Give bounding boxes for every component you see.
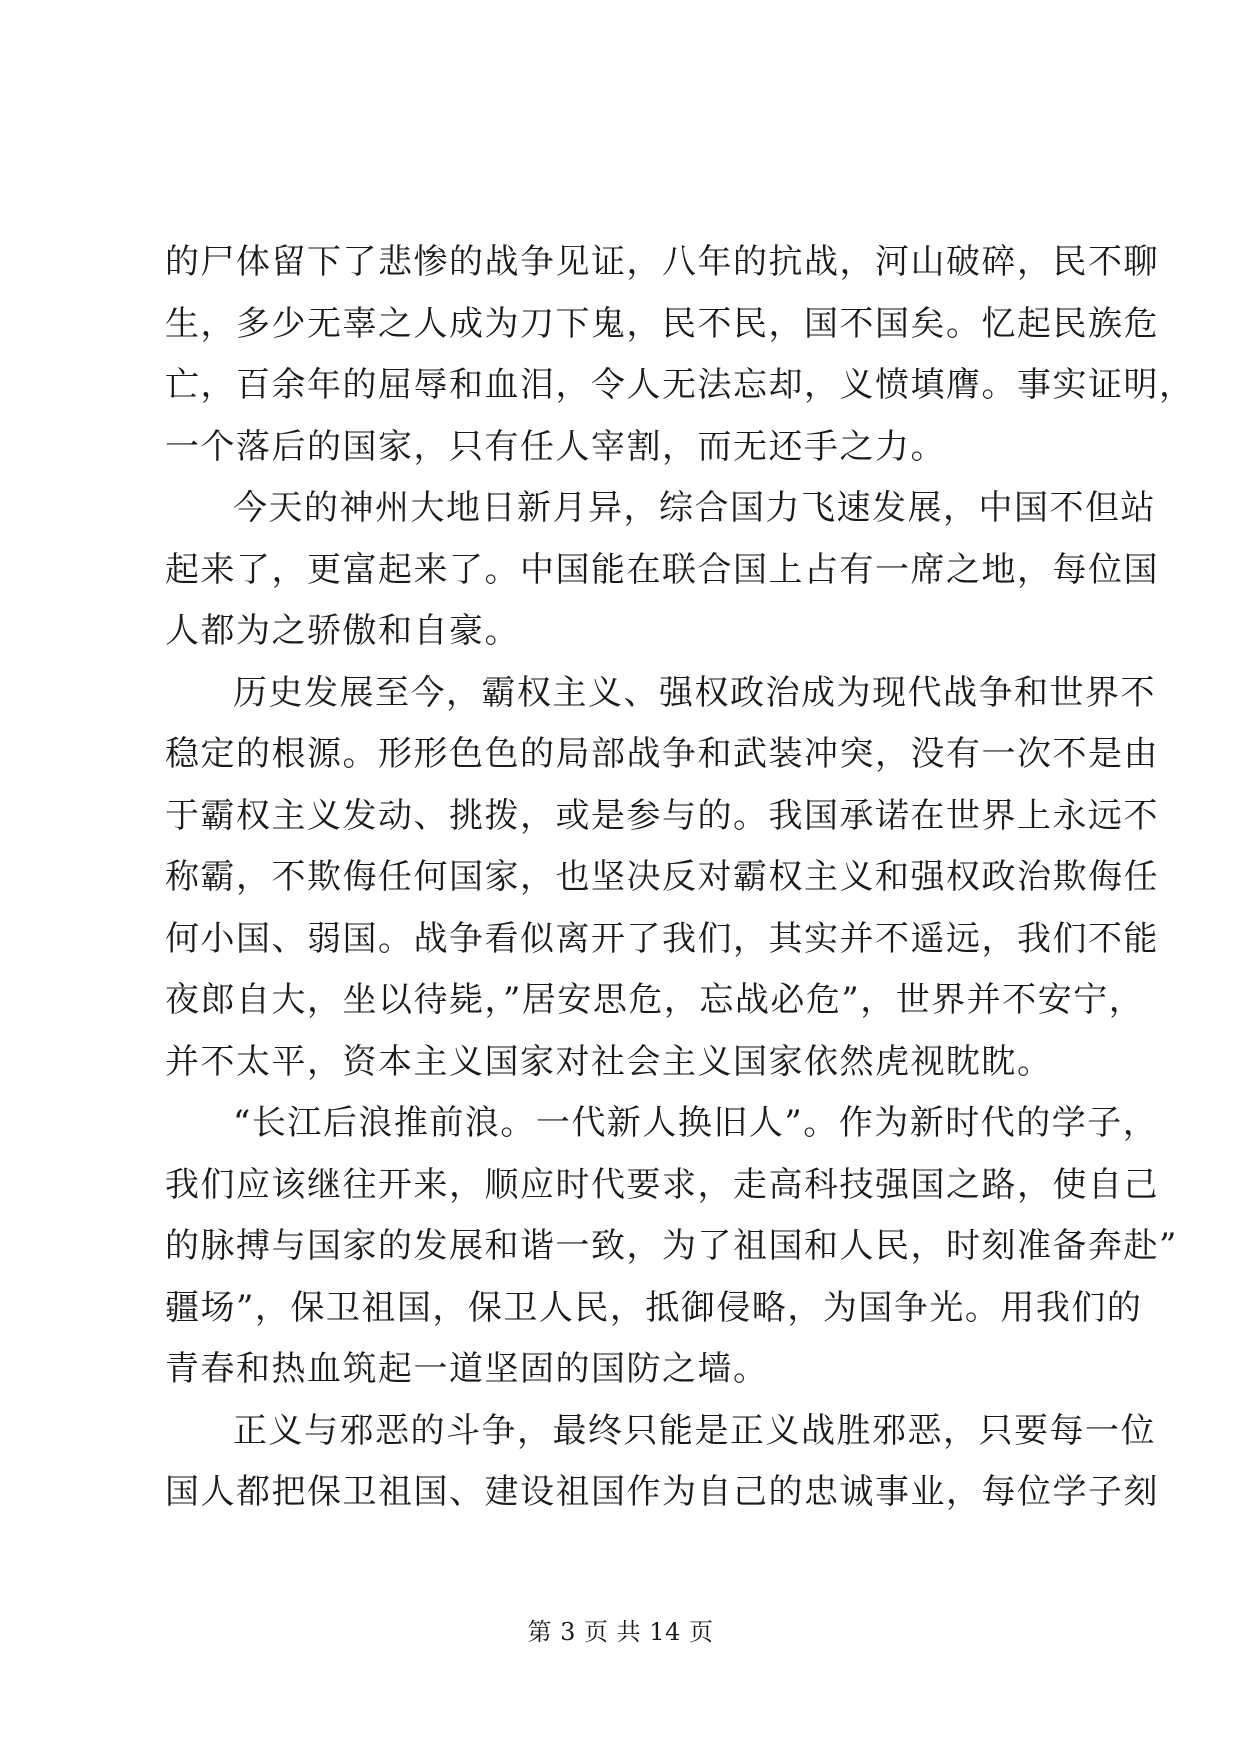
text-line: 正义与邪恶的斗争，最终只能是正义战胜邪恶，只要每一位: [233, 1410, 1156, 1451]
text-line: 何小国、弱国。战争看似离开了我们，其实并不遥远，我们不能: [165, 918, 1159, 959]
text-line: 青春和热血筑起一道坚固的国防之墙。: [165, 1349, 769, 1389]
text-line: 起来了，更富起来了。中国能在联合国上占有一席之地，每位国: [165, 549, 1159, 590]
text-line: 亡，百余年的屈辱和血泪，令人无法忘却，义愤填膺。事实证明，: [165, 365, 1195, 405]
text-line: 历史发展至今，霸权主义、强权政治成为现代战争和世界不: [233, 672, 1156, 713]
text-line: 于霸权主义发动、挑拨，或是参与的。我国承诺在世界上永远不: [165, 795, 1159, 836]
text-line: 稳定的根源。形形色色的局部战争和武装冲突，没有一次不是由: [165, 734, 1159, 774]
text-line: 我们应该继往开来，顺应时代要求，走高科技强国之路，使自己: [165, 1164, 1159, 1205]
text-line: 疆场”，保卫祖国，保卫人民，抵御侵略，为国争光。用我们的: [165, 1287, 1143, 1328]
text-line: “长江后浪推前浪。一代新人换旧人”。作为新时代的学子，: [233, 1103, 1159, 1143]
text-line: 今天的神州大地日新月异，综合国力飞速发展，中国不但站: [233, 488, 1156, 528]
text-line: 的尸体留下了悲惨的战争见证，八年的抗战，河山破碎，民不聊: [165, 242, 1159, 282]
text-line: 国人都把保卫祖国、建设祖国作为自己的忠诚事业，每位学子刻: [165, 1472, 1159, 1512]
page-number-label: 第 3 页 共 14 页: [527, 1618, 714, 1646]
body-text: [165, 232, 1195, 1524]
text-line: 并不太平，资本主义国家对社会主义国家依然虎视眈眈。: [165, 1041, 1053, 1082]
page-footer: [0, 1612, 1241, 1647]
text-line: 人都为之骄傲和自豪。: [165, 611, 520, 651]
text-line: 生，多少无辜之人成为刀下鬼，民不民，国不国矣。忆起民族危: [165, 303, 1159, 344]
text-line: 的脉搏与国家的发展和谐一致，为了祖国和人民，时刻准备奔赴”: [165, 1226, 1178, 1266]
text-line: 夜郎自大，坐以待毙，”居安思危，忘战必危”，世界并不安宁，: [165, 980, 1145, 1020]
text-line: 称霸，不欺侮任何国家，也坚决反对霸权主义和强权政治欺侮任: [165, 857, 1159, 897]
text-line: 一个落后的国家，只有任人宰割，而无还手之力。: [165, 426, 946, 467]
